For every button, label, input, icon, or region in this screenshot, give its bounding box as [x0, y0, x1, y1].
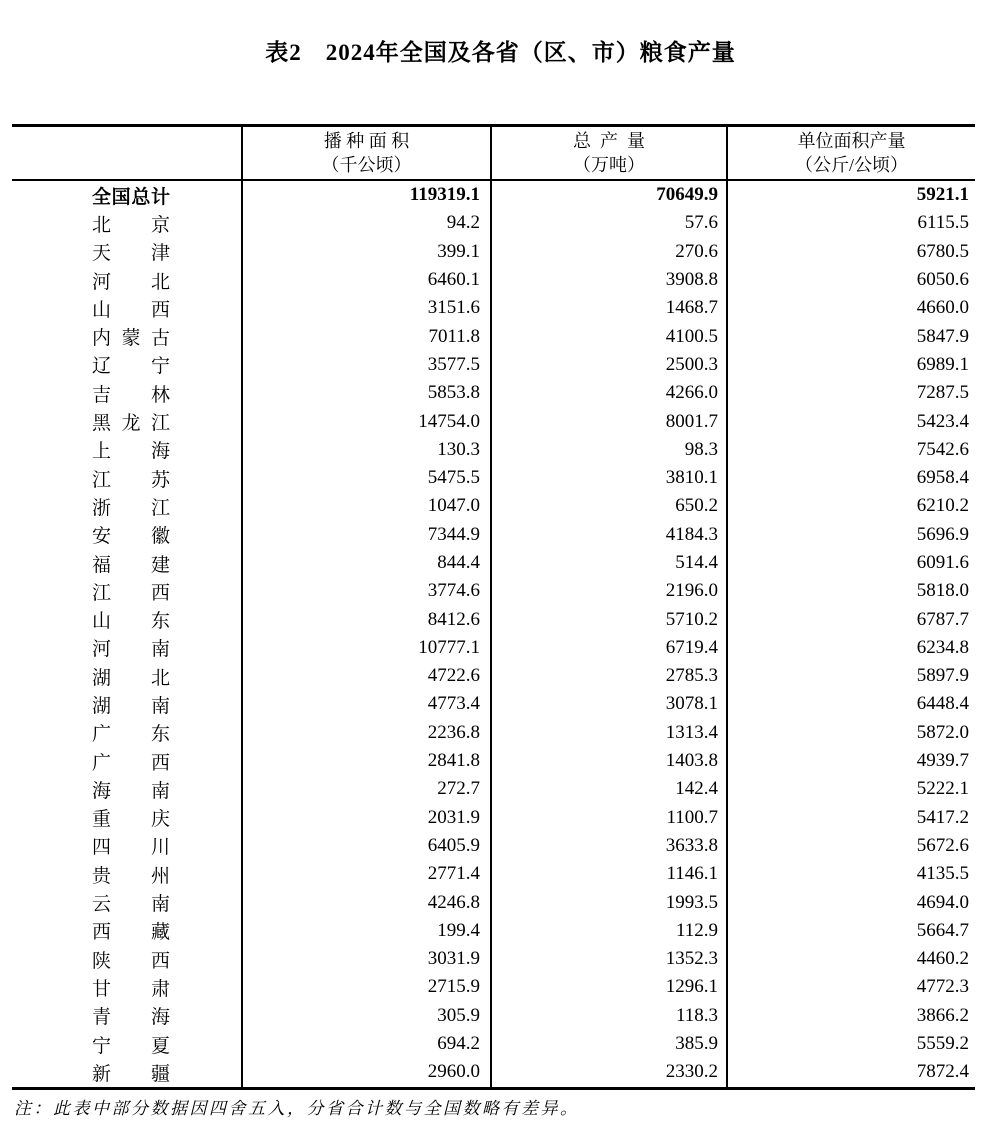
region-name: 四 川 [92, 837, 170, 859]
yield-value: 4460.2 [916, 948, 969, 970]
table-row [12, 521, 975, 549]
region-name: 辽 宁 [92, 356, 170, 378]
region-name-cell [12, 577, 243, 605]
sown-area-value: 14754.0 [243, 407, 492, 435]
table-row [12, 238, 975, 266]
table-row [12, 436, 975, 464]
sown-area-value: 2715.9 [243, 973, 492, 1001]
header-sown-area [243, 127, 492, 179]
region-name-cell [12, 775, 243, 803]
total-output-value: 1468.7 [492, 294, 728, 322]
table-row [12, 577, 975, 605]
total-output-value: 2196.0 [492, 577, 728, 605]
total-output-value: 385.9 [492, 1030, 728, 1058]
sown-area-value: 844.4 [243, 549, 492, 577]
sown-area-value: 305.9 [243, 1002, 492, 1030]
total-output-value: 2785.3 [492, 662, 728, 690]
total-output-value: 98.3 [492, 436, 728, 464]
table-row [12, 634, 975, 662]
region-name: 北 京 [92, 214, 170, 236]
yield-value: 6448.4 [916, 693, 969, 715]
table-row [12, 860, 975, 888]
total-output-value: 2500.3 [492, 351, 728, 379]
sown-area-value: 2960.0 [243, 1058, 492, 1086]
region-name-cell [12, 351, 243, 379]
region-name-cell [12, 1030, 243, 1058]
region-name-cell [12, 973, 243, 1001]
yield-value: 5696.9 [916, 523, 969, 545]
table-row [12, 888, 975, 916]
sown-area-value: 8412.6 [243, 605, 492, 633]
table-row [12, 973, 975, 1001]
total-output-value: 1296.1 [492, 973, 728, 1001]
table-row [12, 719, 975, 747]
total-output-value: 2330.2 [492, 1058, 728, 1086]
total-output-value: 1403.8 [492, 747, 728, 775]
total-output-value: 3810.1 [492, 464, 728, 492]
region-name-cell [12, 719, 243, 747]
total-output-value: 1146.1 [492, 860, 728, 888]
yield-value: 5222.1 [916, 778, 969, 800]
table-row [12, 549, 975, 577]
yield-value: 6115.5 [917, 212, 969, 234]
sown-area-value: 6460.1 [243, 266, 492, 294]
region-name-cell [12, 209, 243, 237]
sown-area-value: 2236.8 [243, 719, 492, 747]
yield-value: 5664.7 [916, 919, 969, 941]
total-output-value: 4184.3 [492, 521, 728, 549]
sown-area-value: 7011.8 [243, 322, 492, 350]
sown-area-value: 3031.9 [243, 945, 492, 973]
table-row [12, 775, 975, 803]
yield-value: 7287.5 [916, 382, 969, 404]
table-row [12, 181, 975, 209]
region-name-cell [12, 492, 243, 520]
header-total-output-label: 总 产 量 [573, 131, 645, 151]
sown-area-value: 2031.9 [243, 804, 492, 832]
total-output-value: 650.2 [492, 492, 728, 520]
region-name: 青 海 [92, 1007, 170, 1029]
sown-area-value: 3151.6 [243, 294, 492, 322]
sown-area-value: 199.4 [243, 917, 492, 945]
region-name: 湖 南 [92, 695, 170, 717]
region-name-cell [12, 436, 243, 464]
table-row [12, 690, 975, 718]
region-name: 福 建 [92, 554, 170, 576]
region-name-cell [12, 832, 243, 860]
table-row [12, 747, 975, 775]
header-yield-label: 单位面积产量 [797, 131, 906, 151]
region-name: 江 苏 [92, 469, 170, 491]
region-name: 广 东 [92, 724, 170, 746]
sown-area-value: 94.2 [243, 209, 492, 237]
sown-area-value: 1047.0 [243, 492, 492, 520]
region-name: 黑 龙 江 [92, 413, 170, 435]
region-name-cell [12, 945, 243, 973]
yield-value: 6989.1 [916, 353, 969, 375]
sown-area-value: 694.2 [243, 1030, 492, 1058]
region-name-cell [12, 1058, 243, 1086]
region-name-cell [12, 294, 243, 322]
region-name: 陕 西 [92, 950, 170, 972]
yield-value: 5417.2 [916, 806, 969, 828]
yield-value: 7872.4 [916, 1061, 969, 1083]
header-region [12, 127, 243, 179]
region-name-cell [12, 549, 243, 577]
header-total-output-unit: （万吨） [573, 155, 645, 175]
yield-value: 4135.5 [916, 863, 969, 885]
region-name-cell [12, 379, 243, 407]
table-row [12, 832, 975, 860]
header-yield [728, 127, 975, 179]
region-name: 吉 林 [92, 384, 170, 406]
total-output-value: 1100.7 [492, 804, 728, 832]
page-title: 表2 2024年全国及各省（区、市）粮食产量 [265, 40, 736, 65]
sown-area-value: 130.3 [243, 436, 492, 464]
total-output-value: 1993.5 [492, 888, 728, 916]
total-output-value: 70649.9 [492, 181, 728, 209]
region-name: 湖 北 [92, 667, 170, 689]
region-name-cell [12, 181, 243, 209]
total-output-value: 3633.8 [492, 832, 728, 860]
header-sown-area-unit: （千公顷） [321, 155, 412, 175]
region-name-cell [12, 804, 243, 832]
sown-area-value: 5475.5 [243, 464, 492, 492]
sown-area-value: 6405.9 [243, 832, 492, 860]
table-row [12, 662, 975, 690]
yield-value: 6091.6 [916, 552, 969, 573]
region-name-cell [12, 690, 243, 718]
yield-value: 6210.2 [916, 495, 969, 517]
table-row [12, 1030, 975, 1058]
total-output-value: 514.4 [492, 549, 728, 577]
region-name: 云 南 [92, 894, 170, 916]
region-name-cell [12, 747, 243, 775]
table-row [12, 804, 975, 832]
sown-area-value: 10777.1 [243, 634, 492, 662]
total-output-value: 142.4 [492, 775, 728, 803]
region-name-cell [12, 662, 243, 690]
total-output-value: 3078.1 [492, 690, 728, 718]
region-name: 新 疆 [92, 1063, 170, 1085]
header-yield-unit: （公斤/公顷） [794, 155, 908, 175]
sown-area-value: 4246.8 [243, 888, 492, 916]
yield-value: 5818.0 [916, 580, 969, 602]
yield-value: 5559.2 [916, 1033, 969, 1055]
region-name: 内 蒙 古 [92, 328, 170, 350]
region-name: 安 徽 [92, 526, 170, 548]
region-name: 山 东 [92, 611, 170, 633]
total-output-value: 4266.0 [492, 379, 728, 407]
yield-value: 4660.0 [916, 297, 969, 319]
sown-area-value: 4773.4 [243, 690, 492, 718]
region-name: 天 津 [92, 243, 170, 265]
table-row [12, 917, 975, 945]
grain-production-table [12, 124, 975, 1090]
total-output-value: 6719.4 [492, 634, 728, 662]
sown-area-value: 3774.6 [243, 577, 492, 605]
yield-value: 4772.3 [916, 976, 969, 998]
table-header-row [12, 127, 975, 181]
region-name: 全 国 总 计 [92, 186, 170, 208]
yield-value: 5872.0 [916, 721, 969, 743]
yield-value: 4939.7 [916, 750, 969, 772]
table-row [12, 1002, 975, 1030]
region-name-cell [12, 860, 243, 888]
region-name: 甘 肃 [92, 978, 170, 1000]
total-output-value: 112.9 [492, 917, 728, 945]
total-output-value: 57.6 [492, 209, 728, 237]
table-row [12, 322, 975, 350]
sown-area-value: 5853.8 [243, 379, 492, 407]
yield-value: 4694.0 [916, 891, 969, 913]
yield-value: 5672.6 [916, 834, 969, 856]
yield-value: 6958.4 [916, 467, 969, 489]
table-row [12, 492, 975, 520]
table-row [12, 209, 975, 237]
table-row [12, 945, 975, 973]
sown-area-value: 119319.1 [243, 181, 492, 209]
region-name: 贵 州 [92, 865, 170, 887]
region-name: 宁 夏 [92, 1035, 170, 1057]
table-body [12, 181, 975, 1087]
region-name-cell [12, 322, 243, 350]
region-name: 浙 江 [92, 497, 170, 519]
header-sown-area-label: 播 种 面 积 [323, 131, 410, 151]
table-row [12, 1058, 975, 1086]
total-output-value: 8001.7 [492, 407, 728, 435]
sown-area-value: 3577.5 [243, 351, 492, 379]
table-row [12, 266, 975, 294]
sown-area-value: 7344.9 [243, 521, 492, 549]
yield-value: 6050.6 [916, 269, 969, 291]
region-name-cell [12, 1002, 243, 1030]
region-name: 海 南 [92, 780, 170, 802]
header-total-output [492, 127, 728, 179]
sown-area-value: 4722.6 [243, 662, 492, 690]
sown-area-value: 399.1 [243, 238, 492, 266]
yield-value: 3866.2 [916, 1004, 969, 1026]
region-name-cell [12, 605, 243, 633]
region-name: 广 西 [92, 752, 170, 774]
total-output-value: 1313.4 [492, 719, 728, 747]
table-row [12, 605, 975, 633]
region-name: 西 藏 [92, 922, 170, 944]
total-output-value: 1352.3 [492, 945, 728, 973]
region-name: 重 庆 [92, 809, 170, 831]
sown-area-value: 2771.4 [243, 860, 492, 888]
total-output-value: 4100.5 [492, 322, 728, 350]
table-row [12, 407, 975, 435]
table-row [12, 464, 975, 492]
sown-area-value: 2841.8 [243, 747, 492, 775]
region-name-cell [12, 266, 243, 294]
region-name-cell [12, 521, 243, 549]
total-output-value: 118.3 [492, 1002, 728, 1030]
region-name: 河 南 [92, 639, 170, 661]
region-name-cell [12, 917, 243, 945]
region-name: 山 西 [92, 299, 170, 321]
yield-value: 6787.7 [916, 608, 969, 630]
yield-value: 7542.6 [916, 438, 969, 460]
sown-area-value: 272.7 [243, 775, 492, 803]
region-name-cell [12, 888, 243, 916]
yield-value: 5897.9 [916, 665, 969, 687]
yield-value: 6234.8 [916, 636, 969, 658]
table-row [12, 379, 975, 407]
yield-value: 5847.9 [916, 325, 969, 347]
table-row [12, 351, 975, 379]
region-name-cell [12, 634, 243, 662]
yield-value: 6780.5 [916, 240, 969, 262]
total-output-value: 3908.8 [492, 266, 728, 294]
table-row [12, 294, 975, 322]
region-name-cell [12, 464, 243, 492]
region-name: 江 西 [92, 582, 170, 604]
region-name: 上 海 [92, 441, 170, 463]
yield-value: 5423.4 [916, 410, 969, 432]
region-name-cell [12, 238, 243, 266]
region-name-cell [12, 407, 243, 435]
yield-value: 5921.1 [916, 184, 969, 206]
footnote: 注：此表中部分数据因四舍五入，分省合计数与全国数略有差异。 [14, 1099, 580, 1118]
total-output-value: 270.6 [492, 238, 728, 266]
total-output-value: 5710.2 [492, 605, 728, 633]
region-name: 河 北 [92, 271, 170, 293]
